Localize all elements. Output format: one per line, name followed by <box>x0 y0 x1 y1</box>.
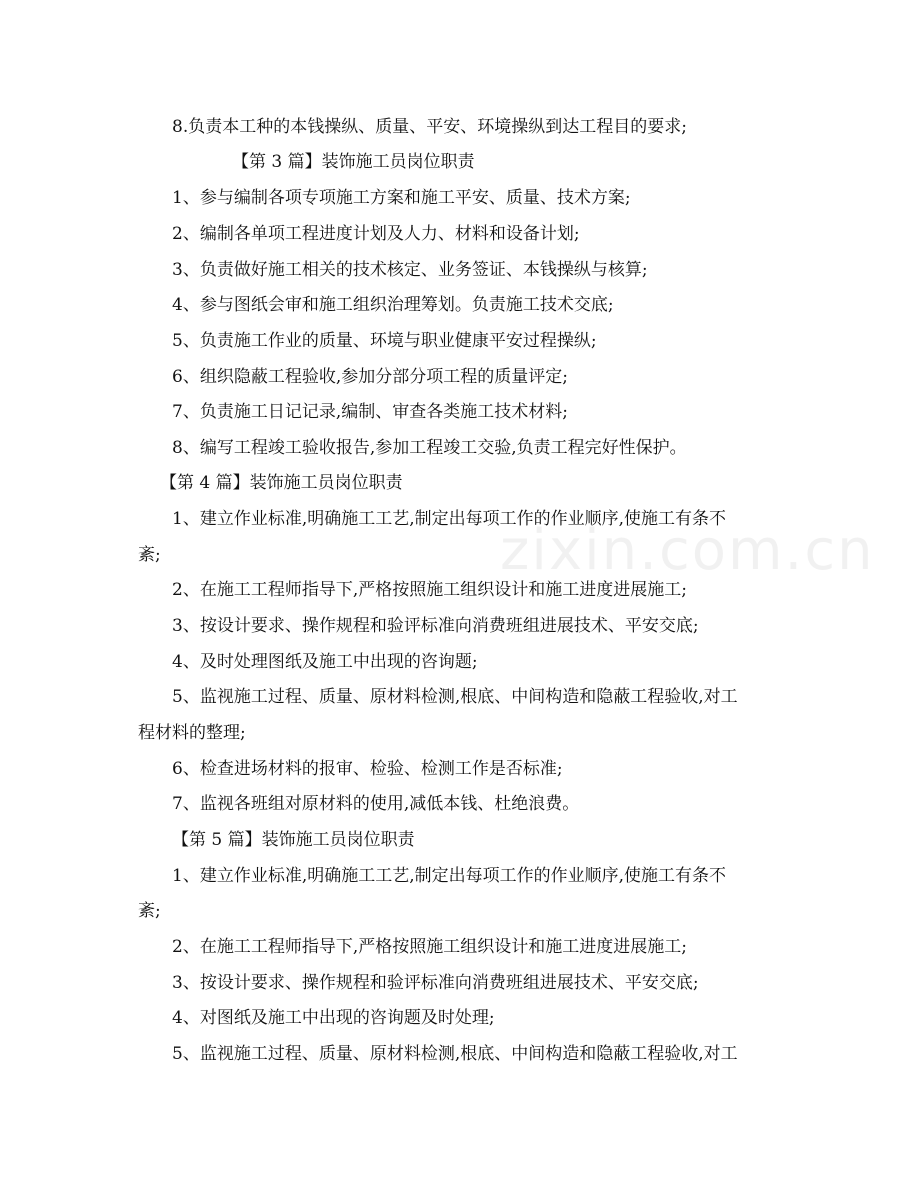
text-line: 4、对图纸及施工中出现的咨询题及时处理; <box>172 1008 495 1028</box>
section-heading: 【第 3 篇】装饰施工员岗位职责 <box>232 152 475 172</box>
text-line: 3、负责做好施工相关的技术核定、业务签证、本钱操纵与核算; <box>172 260 648 280</box>
text-line: 6、检查进场材料的报审、检验、检测工作是否标准; <box>172 759 563 779</box>
text-line: 7、负责施工日记记录,编制、审查各类施工技术材料; <box>172 402 568 422</box>
section-heading: 【第 5 篇】装饰施工员岗位职责 <box>172 830 415 850</box>
text-line: 1、建立作业标准,明确施工工艺,制定出每项工作的作业顺序,使施工有条不 <box>172 509 727 529</box>
text-line: 8、编写工程竣工验收报告,参加工程竣工交验,负责工程完好性保护。 <box>172 438 687 458</box>
text-line: 2、在施工工程师指导下,严格按照施工组织设计和施工进度进展施工; <box>172 937 687 957</box>
text-line: 7、监视各班组对原材料的使用,减低本钱、杜绝浪费。 <box>172 794 580 814</box>
text-line: 5、负责施工作业的质量、环境与职业健康平安过程操纵; <box>172 331 597 351</box>
text-line: 5、监视施工过程、质量、原材料检测,根底、中间构造和隐蔽工程验收,对工 <box>172 1044 738 1064</box>
text-line: 3、按设计要求、操作规程和验评标准向消费班组进展技术、平安交底; <box>172 973 699 993</box>
text-line: 6、组织隐蔽工程验收,参加分部分项工程的质量评定; <box>172 367 568 387</box>
text-line: 1、参与编制各项专项施工方案和施工平安、质量、技术方案; <box>172 188 631 208</box>
text-line: 程材料的整理; <box>138 723 246 743</box>
text-line: 1、建立作业标准,明确施工工艺,制定出每项工作的作业顺序,使施工有条不 <box>172 866 727 886</box>
text-line: 4、及时处理图纸及施工中出现的咨询题; <box>172 652 478 672</box>
text-line: 2、编制各单项工程进度计划及人力、材料和设备计划; <box>172 224 580 244</box>
watermark: zixin.com.cn <box>500 518 875 583</box>
text-line: 8.负责本工种的本钱操纵、质量、平安、环境操纵到达工程目的要求; <box>172 117 687 137</box>
text-line: 2、在施工工程师指导下,严格按照施工组织设计和施工进度进展施工; <box>172 580 687 600</box>
section-heading: 【第 4 篇】装饰施工员岗位职责 <box>160 473 403 493</box>
text-line: 4、参与图纸会审和施工组织治理筹划。负责施工技术交底; <box>172 295 614 315</box>
text-line: 紊; <box>138 545 161 565</box>
text-line: 3、按设计要求、操作规程和验评标准向消费班组进展技术、平安交底; <box>172 616 699 636</box>
text-line: 5、监视施工过程、质量、原材料检测,根底、中间构造和隐蔽工程验收,对工 <box>172 687 738 707</box>
text-line: 紊; <box>138 901 161 921</box>
